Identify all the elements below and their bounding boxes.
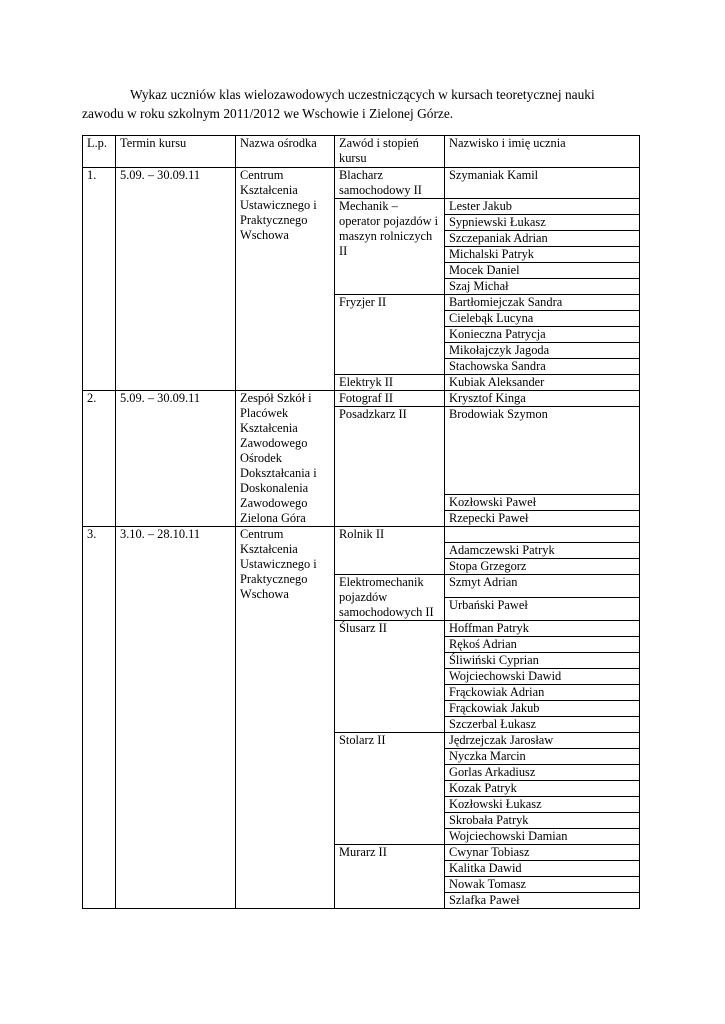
header-nazwisko: Nazwisko i imię ucznia <box>445 136 640 168</box>
student-name-cell: Wojciechowski Damian <box>445 829 640 845</box>
zawod-cell: Posadzkarz II <box>335 407 445 527</box>
student-name-cell: Bartłomiejczak Sandra <box>445 295 640 311</box>
student-name-cell: Gorlas Arkadiusz <box>445 765 640 781</box>
student-name-cell <box>445 527 640 543</box>
student-name-cell: Brodowiak Szymon <box>445 407 640 495</box>
student-name-cell: Adamczewski Patryk <box>445 543 640 559</box>
title-line-1: Wykaz uczniów klas wielozawodowych uczestniczących w kursach teoretycznej nauki <box>130 87 595 102</box>
table-row <box>83 527 640 543</box>
student-name-cell: Frąckowiak Jakub <box>445 701 640 717</box>
termin-cell: 5.09. – 30.09.11 <box>116 168 236 391</box>
student-name-cell: Skrobała Patryk <box>445 813 640 829</box>
student-name-cell: Kozłowski Paweł <box>445 495 640 511</box>
student-name-cell: Szaj Michał <box>445 279 640 295</box>
zawod-cell: Stolarz II <box>335 733 445 845</box>
student-name-cell: Frąckowiak Adrian <box>445 685 640 701</box>
student-name-cell: Kalitka Dawid <box>445 861 640 877</box>
zawod-cell: Fryzjer II <box>335 295 445 375</box>
student-name-cell: Szymaniak Kamil <box>445 168 640 199</box>
header-osrodek: Nazwa ośrodka <box>236 136 335 168</box>
student-name-cell: Jędrzejczak Jarosław <box>445 733 640 749</box>
student-name-cell: Nyczka Marcin <box>445 749 640 765</box>
lp-cell: 2. <box>83 391 116 527</box>
student-name-cell: Kozłowski Łukasz <box>445 797 640 813</box>
lp-cell: 1. <box>83 168 116 391</box>
student-name-cell: Michalski Patryk <box>445 247 640 263</box>
student-name-cell: Rzepecki Paweł <box>445 511 640 527</box>
zawod-cell: Fotograf II <box>335 391 445 407</box>
table-row <box>83 391 640 407</box>
termin-cell: 3.10. – 28.10.11 <box>116 527 236 909</box>
osrodek-cell: Zespół Szkół i Placówek Kształcenia Zawodowego Ośrodek Dokształcania i Doskonalenia Zawodowego Zielona Góra <box>236 391 335 527</box>
student-name-cell: Szczerbal Łukasz <box>445 717 640 733</box>
header-termin: Termin kursu <box>116 136 236 168</box>
zawod-cell: Mechanik – operator pojazdów i maszyn rolniczych II <box>335 199 445 295</box>
zawod-cell: Murarz II <box>335 845 445 909</box>
student-name-cell: Konieczna Patrycja <box>445 327 640 343</box>
student-name-cell: Hoffman Patryk <box>445 621 640 637</box>
student-name-cell: Śliwiński Cyprian <box>445 653 640 669</box>
student-name-cell: Krysztof Kinga <box>445 391 640 407</box>
zawod-cell: Rolnik II <box>335 527 445 575</box>
document-title <box>82 85 642 123</box>
student-name-cell: Cwynar Tobiasz <box>445 845 640 861</box>
student-name-cell: Mikołajczyk Jagoda <box>445 343 640 359</box>
student-name-cell: Sypniewski Łukasz <box>445 215 640 231</box>
student-name-cell: Kozak Patryk <box>445 781 640 797</box>
student-name-cell: Cielebąk Lucyna <box>445 311 640 327</box>
header-lp: L.p. <box>83 136 116 168</box>
student-name-cell: Wojciechowski Dawid <box>445 669 640 685</box>
student-name-cell: Szczepaniak Adrian <box>445 231 640 247</box>
student-name-cell: Stachowska Sandra <box>445 359 640 375</box>
header-zawod: Zawód i stopień kursu <box>335 136 445 168</box>
header-row <box>83 136 640 168</box>
lp-cell: 3. <box>83 527 116 909</box>
title-line-2: zawodu w roku szkolnym 2011/2012 we Wschowie i Zielonej Górze. <box>82 106 454 121</box>
student-name-cell: Stopa Grzegorz <box>445 559 640 575</box>
students-table <box>82 135 640 909</box>
student-name-cell: Lester Jakub <box>445 199 640 215</box>
termin-cell: 5.09. – 30.09.11 <box>116 391 236 527</box>
student-name-cell: Szlafka Paweł <box>445 893 640 909</box>
zawod-cell: Blacharz samochodowy II <box>335 168 445 199</box>
student-name-cell: Urbański Paweł <box>445 598 640 621</box>
student-name-cell: Nowak Tomasz <box>445 877 640 893</box>
student-name-cell: Szmyt Adrian <box>445 575 640 598</box>
zawod-cell: Elektryk II <box>335 375 445 391</box>
student-name-cell: Kubiak Aleksander <box>445 375 640 391</box>
zawod-cell: Ślusarz II <box>335 621 445 733</box>
student-name-cell: Mocek Daniel <box>445 263 640 279</box>
table-row <box>83 168 640 199</box>
osrodek-cell: Centrum Kształcenia Ustawicznego i Praktycznego Wschowa <box>236 527 335 909</box>
zawod-cell: Elektromechanik pojazdów samochodowych II <box>335 575 445 621</box>
osrodek-cell: Centrum Kształcenia Ustawicznego i Praktycznego Wschowa <box>236 168 335 391</box>
student-name-cell: Rękoś Adrian <box>445 637 640 653</box>
